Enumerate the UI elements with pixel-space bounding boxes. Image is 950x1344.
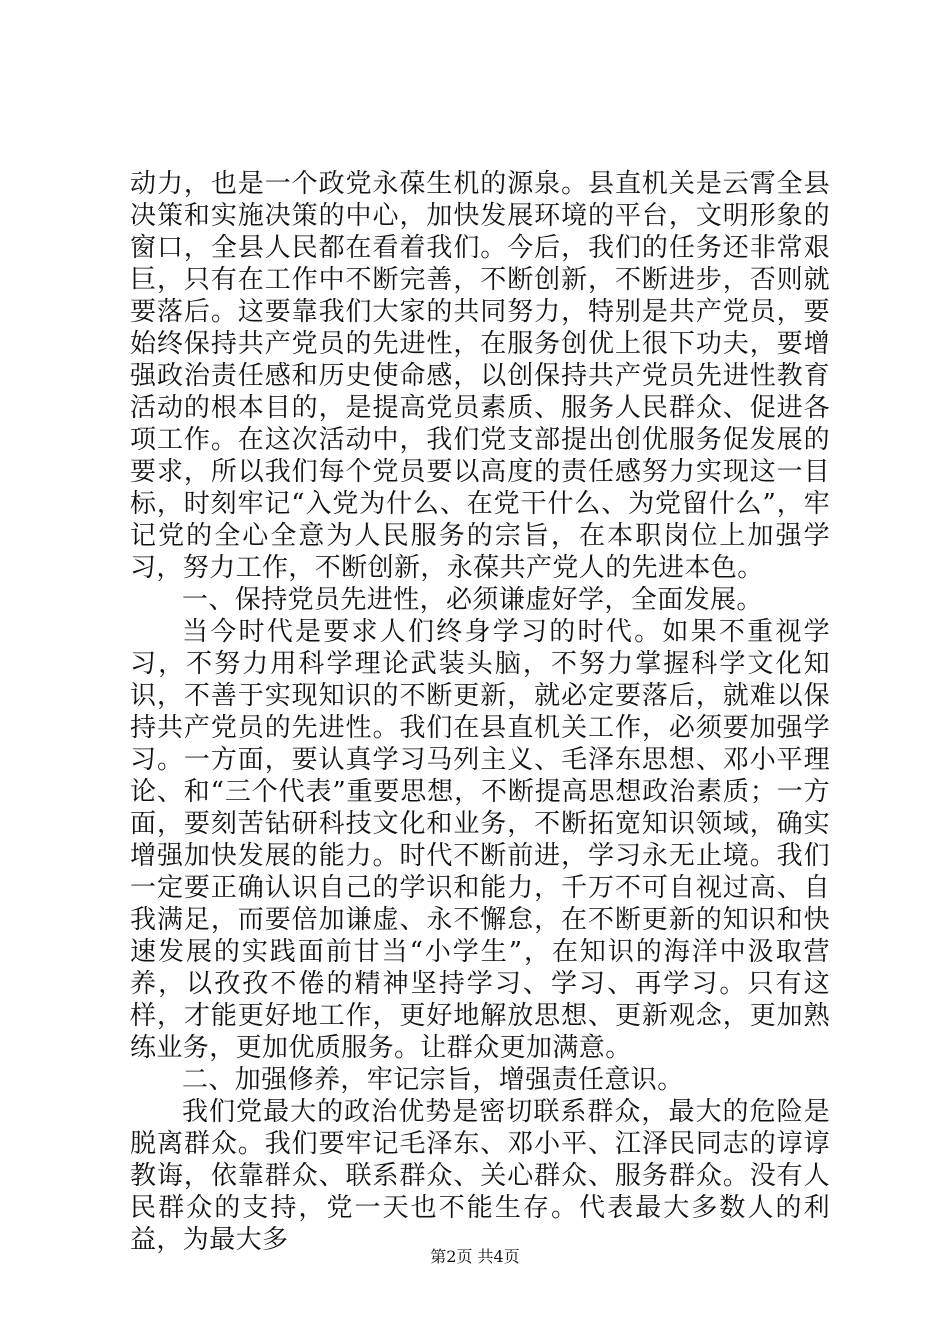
paragraph-intro: 动力，也是一个政党永葆生机的源泉。县直机关是云霄全县决策和实施决策的中心，加快发展环境的平台，文明形象的窗口，全县人民都在看着我们。今后，我们的任务还非常艰巨，只有在工作中不断完善，不断创新，不断进步，否则就要落后。这要靠我们大家的共同努力，特别是共产党员，要始终保持共产党员的先进性，在服务创优上很下功夫，要增强政治责任感和历史使命感，以创保持共产党员先进性教育活动的根本目的，是提高党员素质、服务人民群众、促进各项工作。在这次活动中，我们党支部提出创优服务促发展的要求，所以我们每个党员要以高度的责任感努力实现这一目标，时刻牢记“入党为什么、在党干什么、为党留什么”，牢记党的全心全意为人民服务的宗旨，在本职岗位上加强学习，努力工作，不断创新，永葆共产党人的先进本色。 bbox=[130, 169, 830, 583]
section-heading-1: 一、保持党员先进性，必须谦虚好学，全面发展。 bbox=[182, 585, 763, 615]
section-heading-2: 二、加强修养，牢记宗旨，增强责任意识。 bbox=[182, 1065, 684, 1095]
document-body bbox=[130, 168, 830, 1256]
paragraph-masses: 我们党最大的政治优势是密切联系群众，最大的危险是脱离群众。我们要牢记毛泽东、邓小平、江泽民同志的谆谆教诲，依靠群众、联系群众、关心群众、服务群众。没有人民群众的支持，党一天也不能生存。代表最大多数人的利益，为最大多 bbox=[130, 1097, 830, 1255]
page-footer: 第2页 共4页 bbox=[430, 1247, 520, 1266]
paragraph-study: 当今时代是要求人们终身学习的时代。如果不重视学习，不努力用科学理论武装头脑，不努力掌握科学文化知识，不善于实现知识的不断更新，就必定要落后，就难以保持共产党员的先进性。我们在县直机关工作，必须要加强学习。一方面，要认真学习马列主义、毛泽东思想、邓小平理论、和“三个代表”重要思想，不断提高思想政治素质；一方面，要刻苦钻研科技文化和业务，不断拓宽知识领域，确实增强加快发展的能力。时代不断前进，学习永无止境。我们一定要正确认识自己的学识和能力，千万不可自视过高、自我满足，而要倍加谦虚、永不懈怠，在不断更新的知识和快速发展的实践面前甘当“小学生”，在知识的海洋中汲取营养，以孜孜不倦的精神坚持学习、学习、再学习。只有这样，才能更好地工作，更好地解放思想、更新观念，更加熟练业务，更加优质服务。让群众更加满意。 bbox=[130, 617, 830, 1063]
